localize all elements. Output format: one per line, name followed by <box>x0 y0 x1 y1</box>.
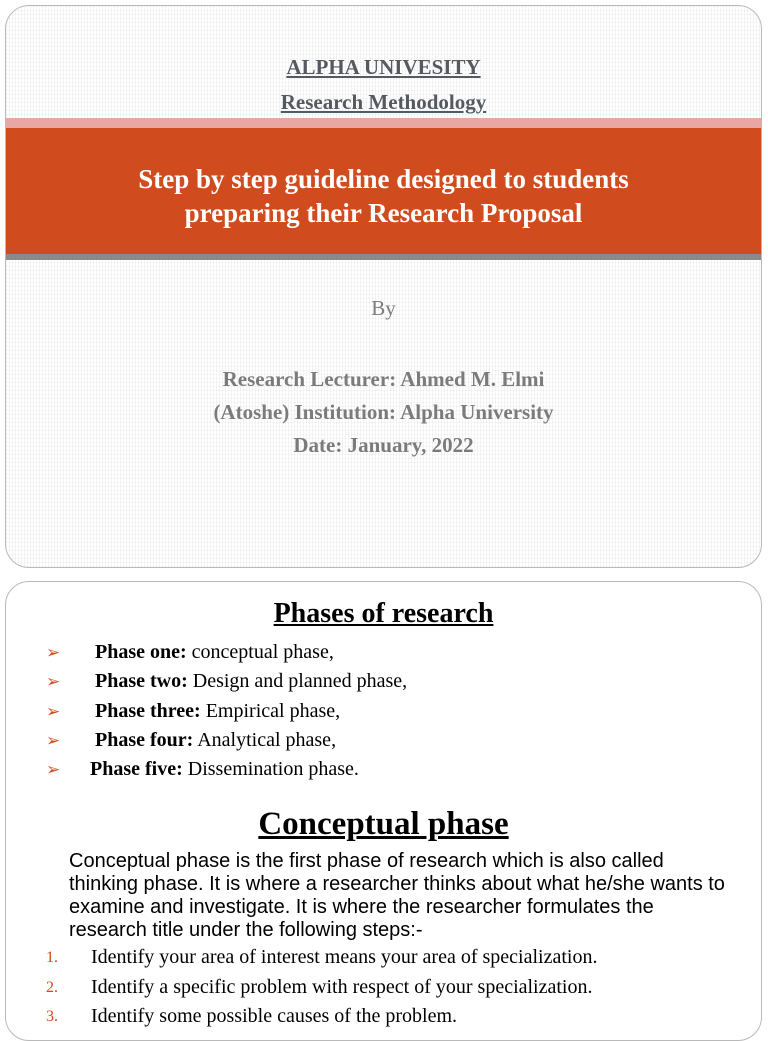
accent-bar <box>6 118 761 128</box>
phase-text: conceptual phase, <box>186 641 334 664</box>
phase-label: Phase two: <box>95 670 188 693</box>
intro-paragraph: Conceptual phase is the first phase of research which is also called thinking phase. It is where a researcher thinks about what he/she wants to examine and investigate. It is where the researcher formulates the research title under the following steps:- <box>69 850 725 941</box>
phase-text: Empirical phase, <box>200 699 341 722</box>
arrow-bullet-icon: ➢ <box>46 643 61 663</box>
list-item <box>46 638 407 667</box>
lecturer-line: Research Lecturer: Ahmed M. Elmi <box>222 367 545 391</box>
university-name: ALPHA UNIVESITY <box>286 55 481 79</box>
phase-label: Phase five: <box>90 758 183 781</box>
step-text: Identify some possible causes of the problem. <box>91 1005 458 1027</box>
presentation-title-line1: Step by step guideline designed to students <box>138 164 629 194</box>
list-item <box>46 1002 597 1032</box>
title-slide <box>5 5 762 568</box>
presentation-title-line2: preparing their Research Proposal <box>184 198 583 228</box>
slide-title: Phases of research <box>273 598 494 629</box>
date-line: Date: January, 2022 <box>293 433 474 457</box>
author-info <box>6 363 761 462</box>
step-text: Identify a specific problem with respect of your specialization. <box>91 975 593 998</box>
arrow-bullet-icon: ➢ <box>46 731 61 751</box>
course-name: Research Methodology <box>280 90 487 114</box>
institution-line: (Atoshe) Institution: Alpha University <box>213 400 554 424</box>
phases-list <box>46 638 407 784</box>
arrow-bullet-icon: ➢ <box>46 672 61 692</box>
phase-label: Phase four: <box>95 729 194 752</box>
section-title: Conceptual phase <box>258 806 509 842</box>
step-number: 1. <box>46 949 58 966</box>
by-label: By <box>371 296 396 320</box>
step-text: Identify your area of interest means your area of specialization. <box>91 946 598 968</box>
steps-list <box>46 943 597 1032</box>
list-item <box>46 943 597 973</box>
list-item <box>46 667 407 696</box>
step-number: 2. <box>46 978 58 996</box>
arrow-bullet-icon: ➢ <box>46 701 61 721</box>
phase-text: Dissemination phase. <box>182 758 359 781</box>
divider-bar <box>6 254 761 260</box>
content-slide <box>5 581 762 1041</box>
list-item <box>46 697 407 726</box>
phase-label: Phase one: <box>95 641 187 664</box>
phase-text: Design and planned phase, <box>187 670 408 693</box>
arrow-bullet-icon: ➢ <box>46 760 61 780</box>
list-item <box>46 726 407 755</box>
phase-label: Phase three: <box>95 699 201 722</box>
step-number: 3. <box>46 1008 58 1025</box>
phase-text: Analytical phase, <box>193 729 337 752</box>
header-block <box>6 50 761 120</box>
list-item <box>46 973 597 1003</box>
title-banner <box>6 128 761 254</box>
list-item <box>46 755 407 784</box>
